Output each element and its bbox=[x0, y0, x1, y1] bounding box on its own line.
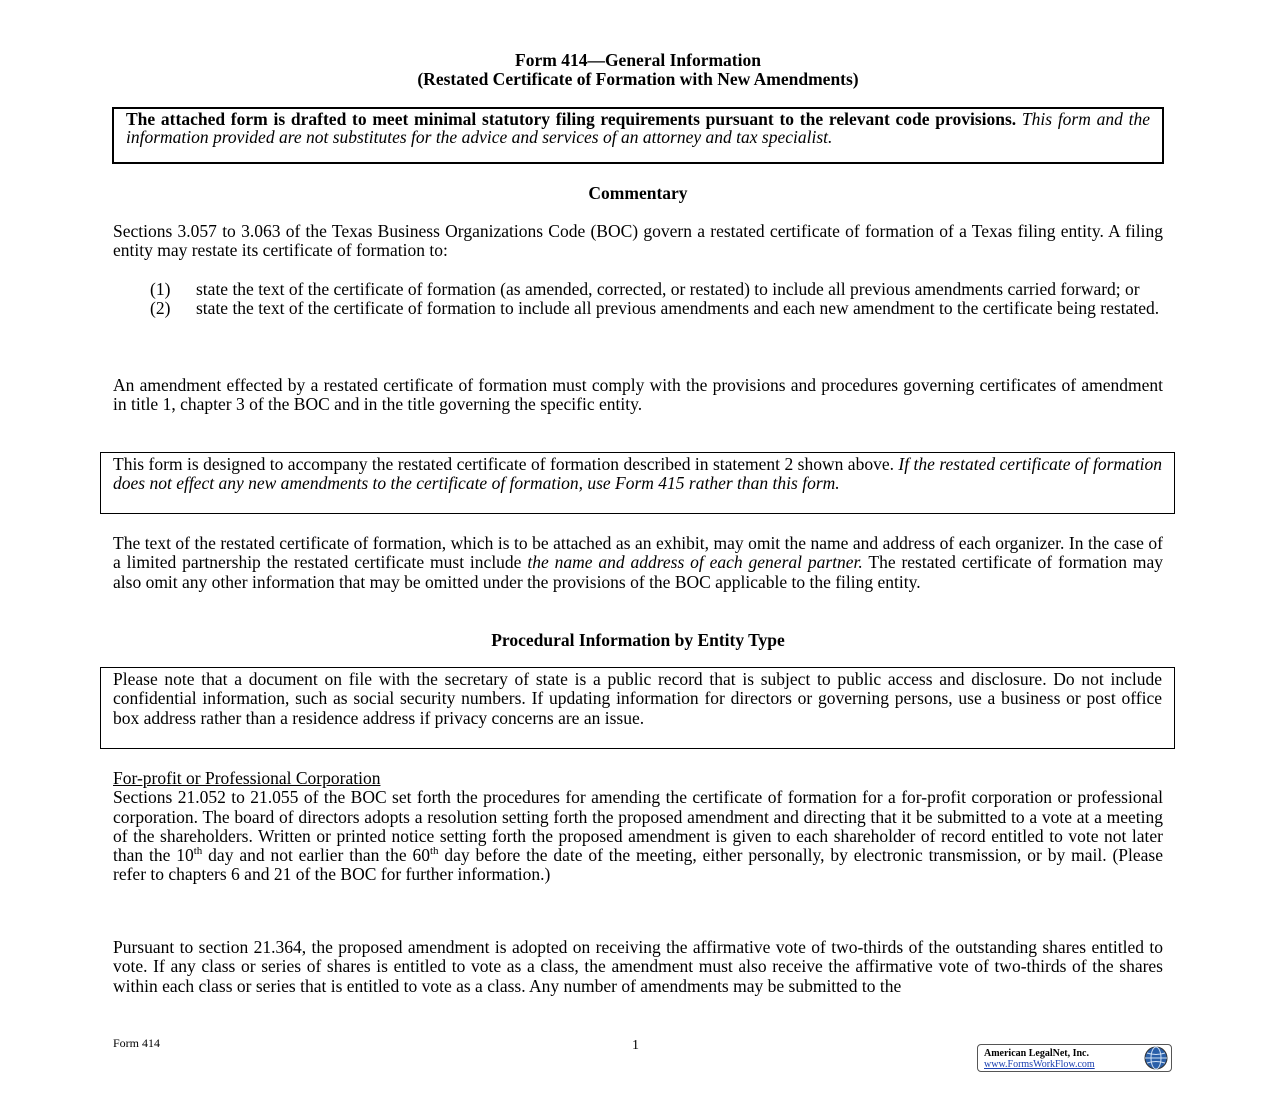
design-notice-box bbox=[100, 452, 1175, 514]
list-number: (1) bbox=[150, 279, 171, 299]
amendment-paragraph: An amendment effected by a restated certificate of formation must comply with the provisions and procedures governing certificates of amendment in title 1, chapter 3 of the BOC and in the title governing the specific entity. bbox=[113, 375, 1163, 415]
footer-form-label: Form 414 bbox=[113, 1036, 161, 1050]
ordinal-suffix: th bbox=[193, 845, 203, 858]
restated-text-part2: The restated certificate of formation may also omit any other information that may be omitted under the provisions of the BOC applicable to the filing entity. bbox=[113, 552, 1164, 592]
commentary-intro: Sections 3.057 to 3.063 of the Texas Business Organizations Code (BOC) govern a restated certificate of formation of a Texas filing entity. A filing entity may restate its certificate of formation to: bbox=[113, 221, 1163, 261]
american-legalnet-logo[interactable] bbox=[977, 1044, 1172, 1072]
list-text: state the text of the certificate of formation (as amended, corrected, or restated) to include all previous amendments carried forward; or bbox=[196, 279, 1140, 299]
notice-bold-text: The attached form is drafted to meet minimal statutory filing requirements pursuant to the relevant code provisions. bbox=[126, 109, 1017, 129]
list-number: (2) bbox=[150, 298, 171, 319]
logo-company-name: American LegalNet, Inc. bbox=[984, 1048, 1089, 1059]
restated-text-part1: The text of the restated certificate of formation, which is to be attached as an exhibit, may omit the name and address of each organizer. In the case of a limited partnership the restated certificate must include bbox=[113, 533, 1163, 573]
notice-box bbox=[112, 107, 1164, 164]
restated-text-italic: the name and address of each general partner. bbox=[527, 552, 863, 573]
for-profit-paragraph bbox=[113, 788, 1163, 884]
title-line-1: Form 414—General Information bbox=[515, 50, 761, 70]
ordinal-suffix: th bbox=[429, 845, 439, 858]
restated-text-paragraph bbox=[113, 534, 1163, 592]
page-number: 1 bbox=[632, 1038, 639, 1053]
globe-icon bbox=[1144, 1046, 1168, 1070]
design-notice-italic: If the restated certificate of formation does not effect any new amendments to the certificate of formation, use Form 415 rather than this form. bbox=[113, 454, 1162, 494]
privacy-notice-text: Please note that a document on file with the secretary of state is a public record that is subject to public access and disclosure. Do not include confidential information, such as social security numbers. If updating information for directors or governing persons, use a business or post office box address rather than a residence address if privacy concerns are an issue. bbox=[113, 669, 1162, 728]
for-profit-text-a: Sections 21.052 to 21.055 of the BOC set forth the procedures for amending the certificate of formation for a for-profit corporation or professional corporation. The board of directors adopts a resolution setting forth the proposed amendment and directing that it be submitted to a vote at a meeting of the shareholders. Written or printed notice setting forth the proposed amendment is given to each shareholder of record entitled to vote not later than the 10 bbox=[113, 787, 1163, 866]
for-profit-text-c: day before the date of the meeting, either personally, by electronic transmission, or by mail. (Please refer to chapters 6 and 21 of the BOC for further information.) bbox=[113, 845, 1163, 885]
for-profit-text-b: day and not earlier than the 60 bbox=[202, 845, 430, 866]
procedural-heading: Procedural Information by Entity Type bbox=[491, 630, 785, 650]
logo-website-link[interactable]: www.FormsWorkFlow.com bbox=[984, 1059, 1095, 1070]
title-line-2: (Restated Certificate of Formation with New Amendments) bbox=[417, 69, 859, 89]
privacy-notice-box bbox=[100, 667, 1175, 749]
restate-options-list bbox=[113, 280, 1163, 319]
list-item bbox=[113, 299, 1163, 318]
page-title bbox=[113, 51, 1163, 89]
for-profit-subheading: For-profit or Professional Corporation bbox=[113, 768, 381, 788]
commentary-heading: Commentary bbox=[588, 183, 688, 203]
list-text: state the text of the certificate of formation to include all previous amendments and each new amendment to the certificate being restated. bbox=[196, 298, 1160, 319]
list-item bbox=[113, 280, 1163, 299]
design-notice-text: This form is designed to accompany the restated certificate of formation described in statement 2 shown above. bbox=[113, 454, 894, 474]
notice-italic-text: This form and the information provided are not substitutes for the advice and services of an attorney and tax specialist. bbox=[126, 109, 1150, 147]
adoption-paragraph: Pursuant to section 21.364, the proposed amendment is adopted on receiving the affirmative vote of two-thirds of the outstanding shares entitled to vote. If any class or series of shares is entitled to vote as a class, the amendment must also receive the affirmative vote of two-thirds of the shares within each class or series that is entitled to vote as a class. Any number of amendments may be submitted to the bbox=[113, 937, 1163, 996]
